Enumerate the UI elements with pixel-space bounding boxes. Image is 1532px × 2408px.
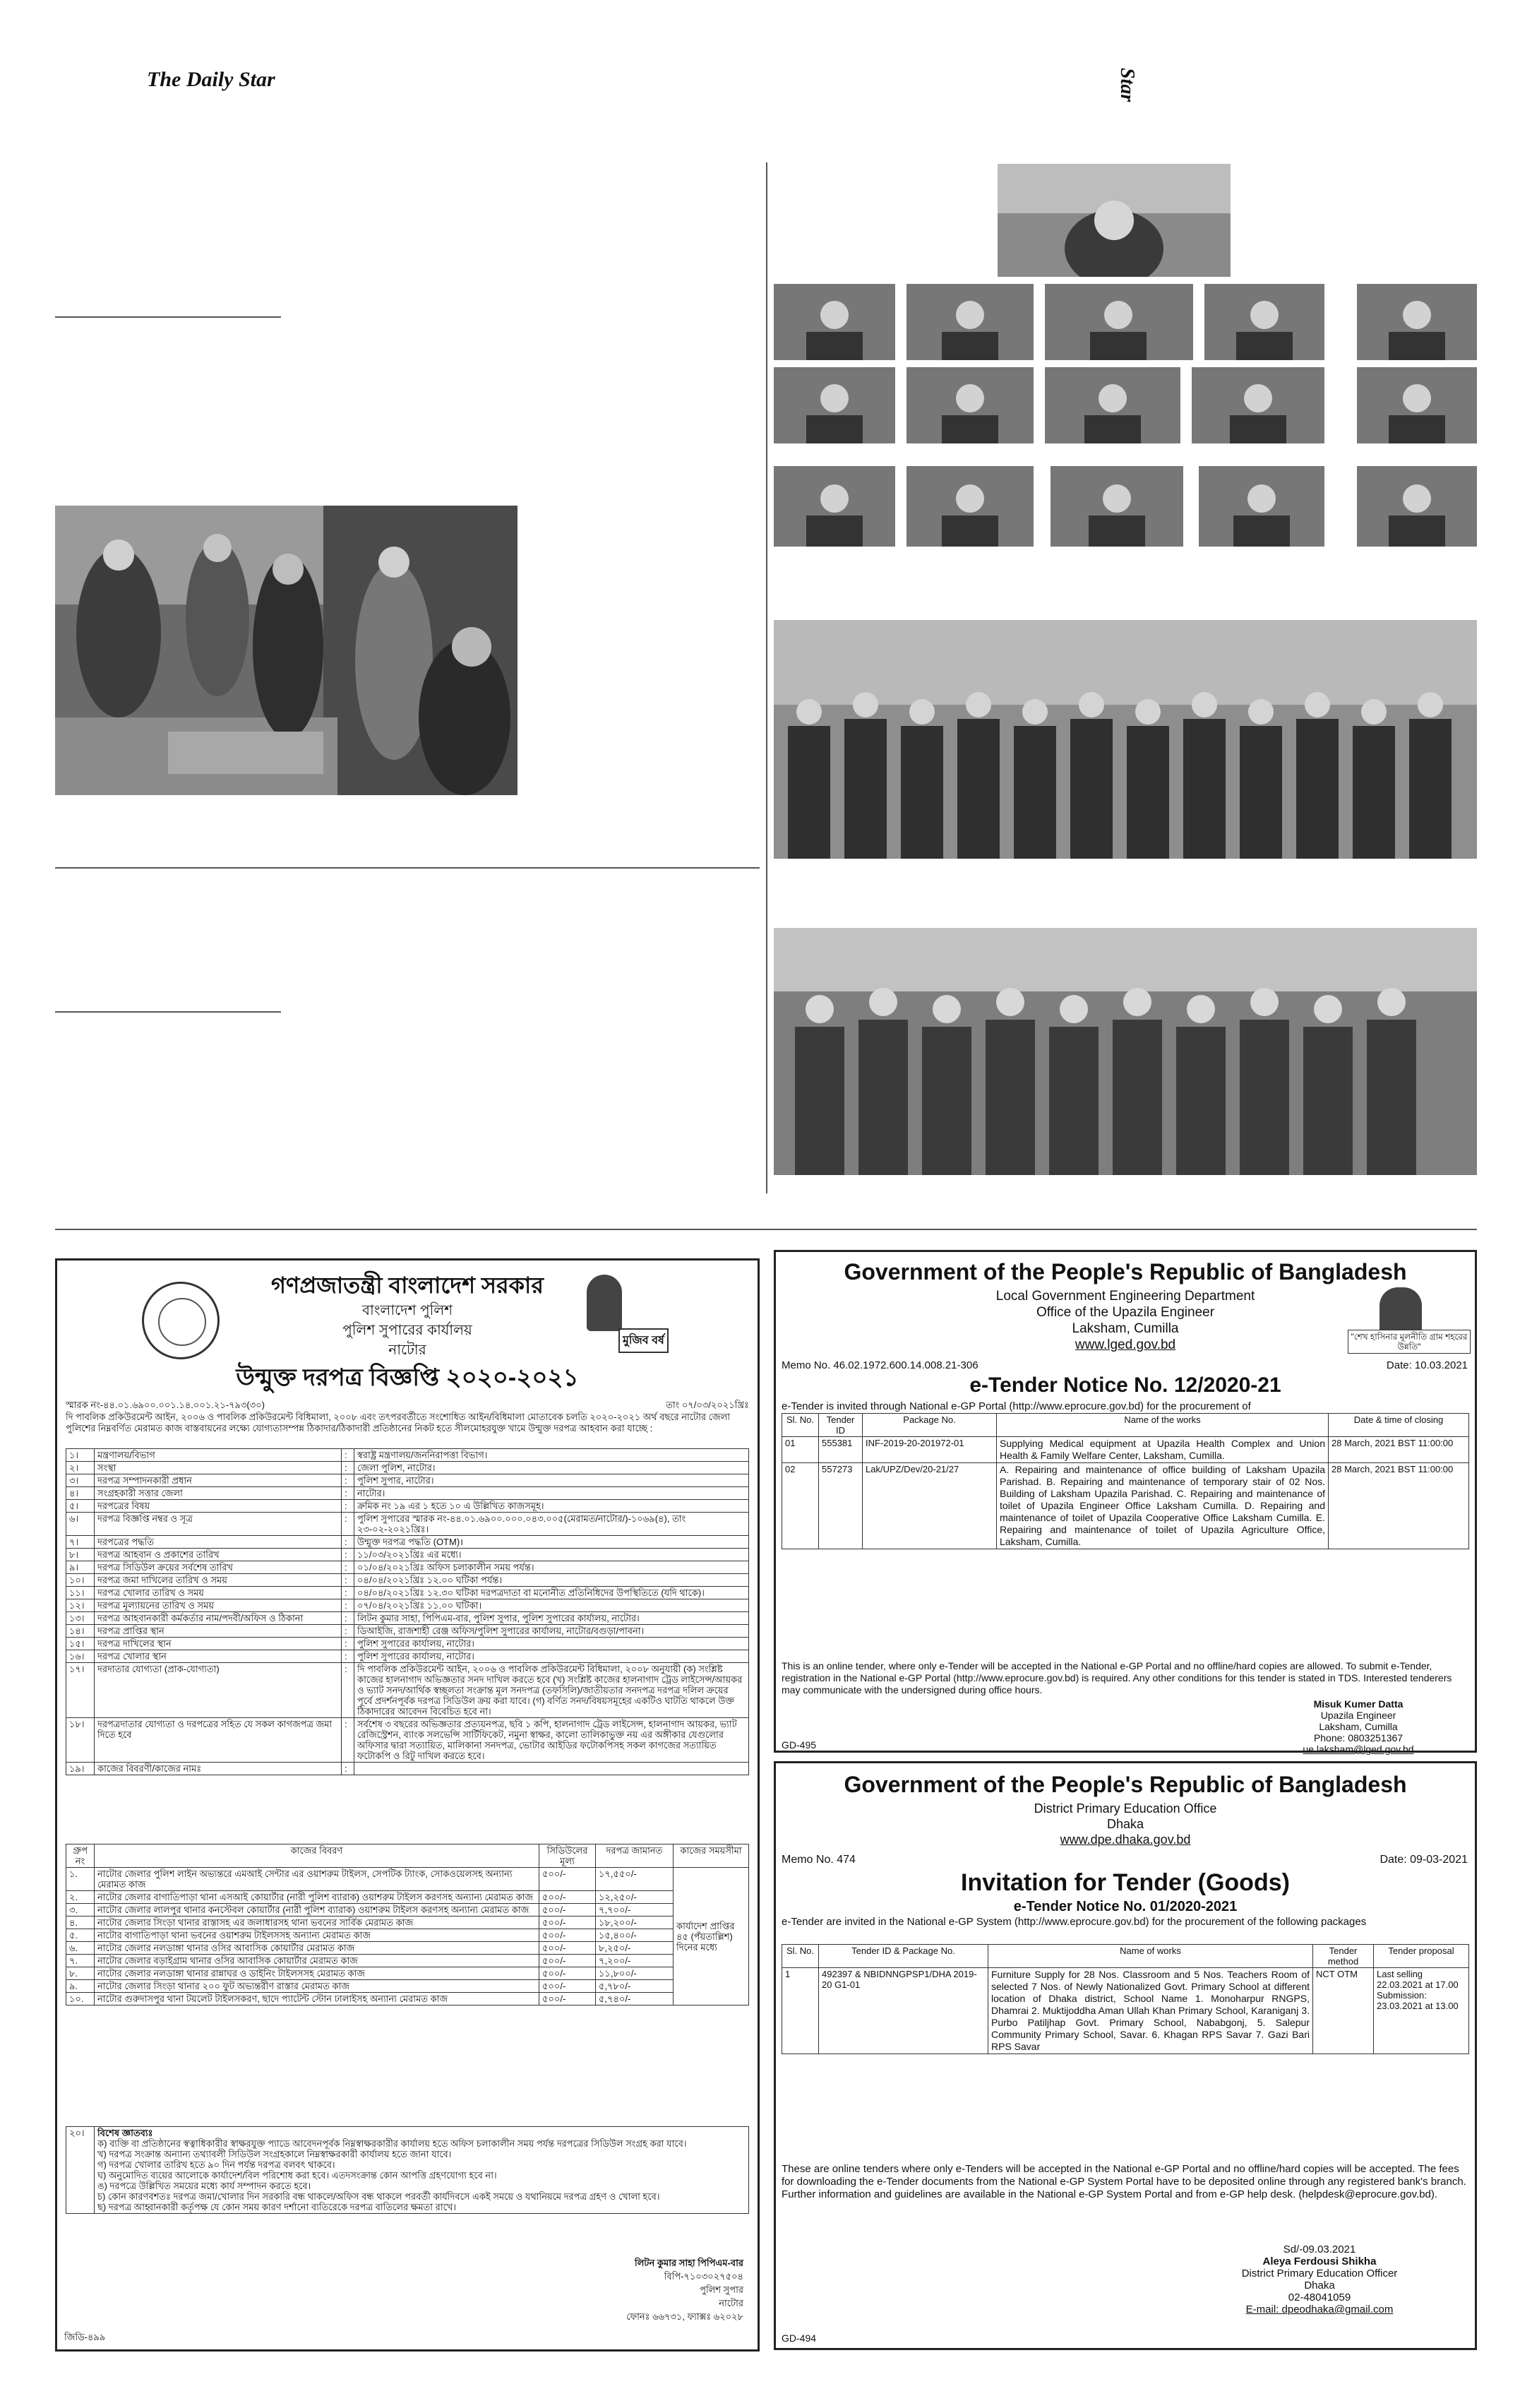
works-row bbox=[66, 1929, 749, 1942]
info-row-label: দরপত্র খোলার স্থান bbox=[95, 1650, 342, 1663]
webinar-main-photo bbox=[998, 164, 1231, 277]
info-row bbox=[66, 1487, 749, 1500]
lged-sig-email[interactable]: ue.laksham@lged.gov.bd bbox=[1303, 1744, 1414, 1755]
short-rule-1 bbox=[55, 316, 281, 318]
lged-row-sl: 02 bbox=[782, 1463, 819, 1549]
gov-heading: গণপ্রজাতন্ত্রী বাংলাদেশ সরকার bbox=[271, 1272, 544, 1298]
works-row-security: ৭,২০০/- bbox=[596, 1955, 674, 1967]
lged-row-name: A. Repairing and maintenance of office building of Laksham Upazila Parishad. B. Repairing and maintenance of temporary stair of 02 Nos. Building of Laksham Upazila Parishad. C. Repairing and maintenance of toilet of Upazila Engineer Office Laksham Cumilla. D. Repairing and maintenance of toilet of Upazila Cooperative Office Laksham Cumilla. E. Repairing and maintenance of toilet of Upazila Agriculture Office, Laksham, Cumilla. bbox=[997, 1463, 1329, 1549]
works-row-security: ৮,২৫০/- bbox=[596, 1942, 674, 1955]
dpe-footer: These are online tenders where only e-Tenders will be accepted in the National e-GP Portal and no offline/hard copies will be accepted. The fees for downloading the e-Tender documents from the National e-GP System Portal have to be deposited online through any registered bank's branch. Further information and guidelines are available in the National e-GP System Portal and from e-GP help desk. (helpdesk@eprocure.gov.bd). bbox=[782, 2163, 1466, 2200]
info-row-number: ১৭। bbox=[66, 1663, 95, 1718]
info-row-colon: : bbox=[342, 1599, 354, 1612]
info-table bbox=[66, 1448, 749, 1775]
works-row-number: ৯. bbox=[66, 1980, 95, 1993]
dpe-memo: Memo No. 474 bbox=[782, 1854, 856, 1866]
sig-bp: বিপি-৭১০৩০২৭৫০৪ bbox=[664, 2271, 743, 2282]
info-row-colon: : bbox=[342, 1650, 354, 1663]
lged-office: Office of the Upazila Engineer bbox=[1036, 1305, 1215, 1320]
info-row-label: সংস্থা bbox=[95, 1462, 342, 1474]
info-row-colon: : bbox=[342, 1718, 354, 1763]
dpe-sig-designation: District Primary Education Officer bbox=[1241, 2267, 1398, 2279]
office-name: পুলিশ সুপারের কার্যালয় bbox=[342, 1323, 472, 1338]
info-row bbox=[66, 1561, 749, 1574]
works-row-number: ২. bbox=[66, 1891, 95, 1904]
info-row-value: পুলিশ সুপারের কার্যালয়, নাটোর। bbox=[354, 1638, 749, 1650]
info-row-value bbox=[354, 1763, 749, 1775]
lged-header-cell: Sl. No. bbox=[782, 1414, 819, 1437]
works-row-desc: নাটোর জেলার নলডাঙ্গা থানার রান্নাঘর ও ডাইনিং টাইলসসহ মেরামত কাজ bbox=[95, 1967, 539, 1980]
works-row-price: ৫০০/- bbox=[539, 1891, 596, 1904]
works-row-price: ৫০০/- bbox=[539, 1967, 596, 1980]
info-row-colon: : bbox=[342, 1474, 354, 1487]
info-row-value: ডিআইজি, রাজশাহী রেঞ্জ অফিস/পুলিশ সুপারের কার্যালয়, নাটোর/বগুড়া/পাবনা। bbox=[354, 1625, 749, 1638]
gd-code: জিডি-৪৯৯ bbox=[64, 2332, 106, 2342]
dpe-sig-email[interactable]: E-mail: dpeodhaka@gmail.com bbox=[1245, 2303, 1394, 2315]
lged-intro: e-Tender is invited through National e-GP Portal (http://www.eprocure.gov.bd) for the procurement of bbox=[782, 1400, 1251, 1412]
works-row-desc: নাটোর জেলার বাগাতিপাড়া থানা এসআই কোয়ার্টার (নারী পুলিশ ব্যারাক) ওয়াশরুম টাইলস করণসহ অন্যান্য মেরামত কাজ bbox=[95, 1891, 539, 1904]
info-row-colon: : bbox=[342, 1612, 354, 1625]
works-header-price: সিডিউলের মূল্য bbox=[539, 1844, 596, 1868]
works-row-number: ১. bbox=[66, 1868, 95, 1891]
works-row-price: ৫০০/- bbox=[539, 1904, 596, 1917]
dpe-place: Dhaka bbox=[1106, 1817, 1144, 1831]
works-row-security: ৭,৭০০/- bbox=[596, 1904, 674, 1917]
lged-row-package: Lak/UPZ/Dev/20-21/27 bbox=[863, 1463, 997, 1549]
lged-header-cell: Date & time of closing bbox=[1329, 1414, 1469, 1437]
dpe-row-sl: 1 bbox=[782, 1968, 819, 2054]
info-row-colon: : bbox=[342, 1663, 354, 1718]
works-header-desc: কাজের বিবরণ bbox=[95, 1844, 539, 1868]
info-row-colon: : bbox=[342, 1500, 354, 1513]
sig-phone: ফোনঃ ৬৬৭৩১, ফ্যাক্সঃ ৬২০২৮ bbox=[626, 2311, 743, 2322]
left-rule bbox=[55, 867, 760, 869]
info-row-value: ১১/০৩/২০২১খ্রিঃ এর মধ্যে। bbox=[354, 1549, 749, 1561]
info-row-label: মন্ত্রণালয়/বিভাগ bbox=[95, 1449, 342, 1462]
info-row-label: দরপত্র আহবান ও প্রকাশের তারিখ bbox=[95, 1549, 342, 1561]
sig-designation: পুলিশ সুপার bbox=[700, 2284, 743, 2295]
masthead-right: Star bbox=[1116, 68, 1138, 102]
notes-cell bbox=[95, 2127, 749, 2214]
lged-sig-designation: Upazila Engineer bbox=[1320, 1710, 1396, 1721]
works-row-price: ৫০০/- bbox=[539, 1942, 596, 1955]
dpe-date: Date: 09-03-2021 bbox=[1380, 1854, 1468, 1866]
info-row-value: সর্বশেষ ৩ বছরের অভিজ্ঞতার প্রত্যয়নপত্র, ছবি ১ কপি, হালনাগাদ ট্রেড লাইসেন্স, হালনাগাদ আয়কর, ভ্যাট রেজিস্ট্রেশন, ব্যাংক সলভেন্সি সার্টিফিকেট, নমুনা স্বাক্ষর, কালো তালিকাভুক্ত নয় এর অঙ্গীকার যেগুলোর অফিসার দ্বারা সত্যায়িত, মালিকানা সনদপত্র, ভোটার আইডির ফটোকপিসহ সকল কাগজের সত্যায়িত ফটোকপি ও রিটু দাখিল করতে হবে। bbox=[354, 1718, 749, 1763]
info-row bbox=[66, 1462, 749, 1474]
info-row-number: ১৪। bbox=[66, 1625, 95, 1638]
info-row bbox=[66, 1449, 749, 1462]
info-row-value: ০৪/০৪/২০২১খ্রিঃ ১২.০০ ঘটিকা পর্যন্ত। bbox=[354, 1574, 749, 1587]
info-row bbox=[66, 1763, 749, 1775]
dpe-header-cell: Tender ID & Package No. bbox=[819, 1945, 988, 1968]
info-row-colon: : bbox=[342, 1513, 354, 1536]
info-row-label: দরপত্র মূল্যায়নের তারিখ ও সময় bbox=[95, 1599, 342, 1612]
info-row-colon: : bbox=[342, 1462, 354, 1474]
works-row-price: ৫০০/- bbox=[539, 1955, 596, 1967]
info-row-value: পুলিশ সুপারের স্মারক নং-৪৪.০১.৬৯০০.০০০.০৪৩.০০৫(মেরামত/নাটোর/)-১০৬৯(৪), তাং ২৩-০২-২০২১খ্রিঃ। bbox=[354, 1513, 749, 1536]
dpe-row bbox=[782, 1968, 1469, 2054]
lged-works-table bbox=[782, 1413, 1469, 1549]
info-row bbox=[66, 1718, 749, 1763]
group-photo-2 bbox=[774, 928, 1477, 1175]
dpe-sig-phone: 02-48041059 bbox=[1288, 2291, 1351, 2303]
info-row-label: দরপত্রদাতার যোগ্যতা ও দরপত্রের সহিত যে সকল কাগজপত্র জমা দিতে হবে bbox=[95, 1718, 342, 1763]
lged-dept: Local Government Engineering Department bbox=[995, 1289, 1255, 1304]
info-row-colon: : bbox=[342, 1536, 354, 1549]
district-name: নাটোর bbox=[388, 1342, 426, 1358]
works-row-price: ৫০০/- bbox=[539, 1993, 596, 2005]
works-row-security: ৫,৭৪০/- bbox=[596, 1993, 674, 2005]
info-row-value: ক্রমিক নং ১৯ এর ১ হতে ১০ এ উল্লিখিত কাজসমূহ। bbox=[354, 1500, 749, 1513]
masthead-left: The Daily Star bbox=[147, 68, 275, 91]
short-rule-2 bbox=[55, 1011, 281, 1013]
info-row bbox=[66, 1474, 749, 1487]
info-row-number: ১৮। bbox=[66, 1718, 95, 1763]
info-row-colon: : bbox=[342, 1587, 354, 1599]
note-item: চ) কোন কারণবশতঃ দরপত্র জমা/খোলার দিন সরকারি বন্ধ থাকলে/অফিস বন্ধ থাকলে পরবর্তী কার্যদিবসে একই সময়ে ও যথানিয়মে দরপত্র গ্রহণ ও খোলা হবে। bbox=[97, 2191, 660, 2202]
works-row-number: ৭. bbox=[66, 1955, 95, 1967]
info-row-label: দরপত্র দাখিলের স্থান bbox=[95, 1638, 342, 1650]
works-time-limit: কার্যাদেশ প্রাপ্তির ৪৫ (পঁয়তাল্লিশ) দিনের মধ্যে bbox=[674, 1868, 749, 2005]
works-row bbox=[66, 1980, 749, 1993]
info-row-label: দরপত্রের বিষয় bbox=[95, 1500, 342, 1513]
info-row-value: স্বরাষ্ট্র মন্ত্রণালয়/জননিরাপত্তা বিভাগ। bbox=[354, 1449, 749, 1462]
info-row-value: জেলা পুলিশ, নাটোর। bbox=[354, 1462, 749, 1474]
lged-tender-notice bbox=[774, 1250, 1477, 1753]
info-row-label: দরপত্র জমা দাখিলের তারিখ ও সময় bbox=[95, 1574, 342, 1587]
works-row-number: ৫. bbox=[66, 1929, 95, 1942]
note-item: ঘ) অনুমোদিত ব্যয়ের আলোকে কার্যাদেশ/বিল পরিশোধ করা হবে। এতদসংক্রান্ত কোন আপত্তি গ্রহণযোগ্য হবে না। bbox=[97, 2170, 497, 2181]
info-row bbox=[66, 1513, 749, 1536]
info-row-value: পুলিশ সুপার, নাটোর। bbox=[354, 1474, 749, 1487]
info-row-value: ০৪/০৪/২০২১খ্রিঃ ১২.৩০ ঘটিকা দরপত্রদাতা বা মনোনীত প্রতিনিধিদের উপস্থিতিতে (যদি থাকে)। bbox=[354, 1587, 749, 1599]
works-row-price: ৫০০/- bbox=[539, 1980, 596, 1993]
works-row bbox=[66, 1891, 749, 1904]
info-row-number: ৪। bbox=[66, 1487, 95, 1500]
notes-list bbox=[97, 2138, 746, 2212]
slogan-box: "শেখ হাসিনার মূলনীতি গ্রাম শহরের উন্নতি" bbox=[1348, 1330, 1471, 1354]
info-row-number: ৮। bbox=[66, 1549, 95, 1561]
works-row-desc: নাটোর জেলার নলডাঙ্গা থানার ওসির আবাসিক কোয়ার্টার মেরামত কাজ bbox=[95, 1942, 539, 1955]
works-row-desc: নাটোর জেলার পুলিশ লাইন অভ্যন্তরে এমআই সেন্টার এর ওয়াশরুম টাইলস, সেপটিক ট্যাংক, সোকওয়েলসহ অন্যান্য মেরামত কাজ bbox=[95, 1868, 539, 1891]
works-row bbox=[66, 1967, 749, 1980]
info-row-label: দরপত্রের পদ্ধতি bbox=[95, 1536, 342, 1549]
dpe-sig-place: Dhaka bbox=[1304, 2279, 1335, 2291]
info-row-label: কাজের বিবরণী/কাজের নামঃ bbox=[95, 1763, 342, 1775]
works-row-desc: নাটোর জেলার লালপুর থানার কনস্টেবল কোয়ার্টার (নারী পুলিশ ব্যারাক) ওয়াশরুম টাইলস করণসহ অন্যান্য মেরামত কাজ bbox=[95, 1904, 539, 1917]
info-row-value: নাটোর। bbox=[354, 1487, 749, 1500]
works-row bbox=[66, 1904, 749, 1917]
works-header-no: গ্রুপ নং bbox=[66, 1844, 95, 1868]
dpe-header-cell: Tender proposal bbox=[1374, 1945, 1469, 1968]
works-row-price: ৫০০/- bbox=[539, 1868, 596, 1891]
column-divider bbox=[766, 162, 767, 1193]
info-row bbox=[66, 1612, 749, 1625]
info-row-number: ১৫। bbox=[66, 1638, 95, 1650]
works-row-security: ১৭,৫৫০/- bbox=[596, 1868, 674, 1891]
info-row-label: দরপত্র খোলার তারিখ ও সময় bbox=[95, 1587, 342, 1599]
info-row-colon: : bbox=[342, 1549, 354, 1561]
works-row bbox=[66, 1993, 749, 2005]
lged-header-cell: Tender ID bbox=[819, 1414, 863, 1437]
lged-row bbox=[782, 1437, 1469, 1463]
note-item: ছ) দরপত্র আহ্বানকারী কর্তৃপক্ষ যে কোন সময় কারণ দর্শানো ব্যতিরেকে দরপত্র বাতিলের ক্ষমতা রাখে। bbox=[97, 2202, 457, 2212]
works-row-desc: নাটোর জেলার বড়াইগ্রাম থানার ওসির আবাসিক কোয়ার্টার মেরামত কাজ bbox=[95, 1955, 539, 1967]
info-row-number: ১৩। bbox=[66, 1612, 95, 1625]
info-row-number: ৭। bbox=[66, 1536, 95, 1549]
lged-sig-name: Misuk Kumer Datta bbox=[1313, 1698, 1404, 1710]
info-row-number: ১১। bbox=[66, 1587, 95, 1599]
info-row-number: ১। bbox=[66, 1449, 95, 1462]
info-row-number: ৫। bbox=[66, 1500, 95, 1513]
lged-signature bbox=[1249, 1698, 1468, 1755]
works-row-number: ৩. bbox=[66, 1904, 95, 1917]
info-row-label: দরপত্র সম্পাদনকারী প্রধান bbox=[95, 1474, 342, 1487]
info-row bbox=[66, 1549, 749, 1561]
works-row bbox=[66, 1955, 749, 1967]
mujib-year-text: মুজিব বর্ষ bbox=[618, 1328, 669, 1353]
lged-row-id: 555381 bbox=[819, 1437, 863, 1463]
dpe-intro: e-Tender are invited in the National e-GP System (http://www.eprocure.gov.bd) for the procurement of the following packages bbox=[782, 1916, 1367, 1928]
group-photo-1 bbox=[774, 620, 1477, 859]
lged-memo: Memo No. 46.02.1972.600.14.008.21-306 bbox=[782, 1359, 979, 1371]
lged-footer: This is an online tender, where only e-Tender will be accepted in the National e-GP Portal and no offline/hard copies are allowed. To submit e-Tender, registration in the National e-GP Portal (http://www.eprocure.gov.bd) is required. Any other conditions for this tender is stated in TDS. Interested tenderers may communicate with the undersigned during office hours. bbox=[782, 1660, 1452, 1695]
dpe-works-table bbox=[782, 1944, 1469, 2054]
info-row bbox=[66, 1663, 749, 1718]
memo-date: তাং ০৭/০৩/২০২১খ্রিঃ bbox=[666, 1400, 749, 1410]
works-header-time: কাজের সময়সীমা bbox=[674, 1844, 749, 1868]
market-photo bbox=[55, 506, 517, 795]
info-row-value: উন্মুক্ত দরপত্র পদ্ধতি (OTM)। bbox=[354, 1536, 749, 1549]
info-row-value: ০৭/০৪/২০২১খ্রিঃ ১১.০০ ঘটিকা। bbox=[354, 1599, 749, 1612]
works-row-desc: নাটোর জেলার সিংড়া থানার ২০০ ফুট অভ্যন্তরীণ রাস্তার মেরামত কাজ bbox=[95, 1980, 539, 1993]
dept-name: বাংলাদেশ পুলিশ bbox=[361, 1303, 453, 1318]
note-item: ক) ব্যক্তি বা প্রতিষ্ঠানের স্বত্বাধিকারীর স্বাক্ষরযুক্ত প্যাডে আবেদনপূর্বক নিম্নস্বাক্ষরকারীর কার্যালয় হতে অফিস চলাকালীন সময় পর্যন্ত দরপত্রের সিডিউল সংগ্রহ করা যাবে। bbox=[97, 2138, 687, 2149]
dpe-tender-notice bbox=[774, 1761, 1477, 2350]
memo-number: স্মারক নং-৪৪.০১.৬৯০০.০০১.১৪.০০১.২১-৭৯৩(৩০) bbox=[66, 1400, 265, 1410]
works-row-desc: নাটোর জেলার সিংড়া থানার রাস্তাসহ এর জলাধারসহ থানা ভবনের সার্বিক মেরামত কাজ bbox=[95, 1917, 539, 1929]
note-item: গ) দরপত্র খোলার তারিখ হতে ৯০ দিন পর্যন্ত দরপত্র বলবৎ থাকবে। bbox=[97, 2159, 335, 2170]
info-row-colon: : bbox=[342, 1763, 354, 1775]
lged-header-cell: Package No. bbox=[863, 1414, 997, 1437]
lged-gov-title: Government of the People's Republic of Bangladesh bbox=[844, 1259, 1407, 1285]
info-row-value: পুলিশ সুপারের কার্যালয়, নাটোর। bbox=[354, 1650, 749, 1663]
info-row-colon: : bbox=[342, 1574, 354, 1587]
dpe-signature bbox=[1171, 2243, 1468, 2315]
works-header-security: দরপত্র জামানত bbox=[596, 1844, 674, 1868]
info-row-label: সংগ্রহকারী সত্তার জেলা bbox=[95, 1487, 342, 1500]
info-row-number: ২। bbox=[66, 1462, 95, 1474]
works-row-number: ৪. bbox=[66, 1917, 95, 1929]
info-row bbox=[66, 1574, 749, 1587]
dpe-notice-title: Invitation for Tender (Goods) bbox=[961, 1869, 1290, 1896]
works-row-number: ৬. bbox=[66, 1942, 95, 1955]
info-row-label: দরদাতার যোগ্যতা (প্রাক-যোগ্যতা) bbox=[95, 1663, 342, 1718]
works-row-security: ১৮,২০০/- bbox=[596, 1917, 674, 1929]
notes-number: ২০। bbox=[66, 2127, 95, 2214]
lged-header-cell: Name of the works bbox=[997, 1414, 1329, 1437]
info-row-colon: : bbox=[342, 1449, 354, 1462]
lged-sig-place: Laksham, Cumilla bbox=[1319, 1721, 1398, 1732]
dpe-office: District Primary Education Office bbox=[1034, 1801, 1217, 1816]
dpe-header-cell: Sl. No. bbox=[782, 1945, 819, 1968]
info-row bbox=[66, 1599, 749, 1612]
info-row-number: ১৬। bbox=[66, 1650, 95, 1663]
info-row bbox=[66, 1625, 749, 1638]
intro-text: দি পাবলিক প্রকিউরমেন্ট আইন, ২০০৬ ও পাবলিক প্রকিউরমেন্ট বিধিমালা, ২০০৮ এবং তৎপরবর্তীতে সংশোধিত আইন/বিধিমালা মোতাবেক চলতি ২০২০-২০২১ অর্থ বছরে নাটোর জেলা পুলিশের নিম্নবর্ণিত মেরামত কাজ বাস্তবায়নের লক্ষ্যে যোগ্যতাসম্পন্ন ঠিকাদার/ঠিকাদারী প্রতিষ্ঠানের নিকট হতে সীলমোহরযুক্ত খামে উন্মুক্ত দরপত্র আহবান করা যাচ্ছে : bbox=[66, 1412, 731, 1434]
dpe-row-method: NCT OTM bbox=[1313, 1968, 1374, 2054]
info-row-number: ৯। bbox=[66, 1561, 95, 1574]
works-row-number: ১০. bbox=[66, 1993, 95, 2005]
dpe-sig-name: Aleya Ferdousi Shikha bbox=[1262, 2255, 1377, 2267]
dpe-row-name: Furniture Supply for 28 Nos. Classroom and 5 Nos. Teachers Room of selected 7 Nos. of Newly Nationalized Govt. Primary School at different location of Dhaka district, School Name 1. Monoharpur RNGPS, Dhamrai 2. Muktijoddha Aman Ullah Khan Primary School, Karaniganj 3. Purbo Patiljhap Govt. Primary School, Nababgonj, 5. Salepur Community Primary School, Savar. 6. Khagan RPS Savar 7. Gazi Bari RPS Savar bbox=[988, 1968, 1313, 2054]
lged-row-package: INF-2019-20-201972-01 bbox=[863, 1437, 997, 1463]
info-row bbox=[66, 1587, 749, 1599]
info-row-number: ১৯। bbox=[66, 1763, 95, 1775]
works-row-price: ৫০০/- bbox=[539, 1917, 596, 1929]
tender-title: উন্মুক্ত দরপত্র বিজ্ঞপ্তি ২০২০-২০২১ bbox=[236, 1364, 579, 1391]
works-row bbox=[66, 1868, 749, 1891]
lged-row-closing: 28 March, 2021 BST 11:00:00 bbox=[1329, 1463, 1469, 1549]
note-item: খ) দরপত্র সংক্রান্ত অন্যান্য তথ্যাবলী সিডিউল সংগ্রহকালে নিম্নস্বাক্ষরকারী কার্যালয় হতে জানা যাবে। bbox=[97, 2149, 452, 2159]
info-row-value: দি পাবলিক প্রকিউরমেন্ট আইন, ২০০৬ ও পাবলিক প্রকিউরমেন্ট বিধিমালা, ২০০৮ অনুযায়ী (ক) সংশ্লিষ্ট কাজের হালনাগাদ অভিজ্ঞতার সনদ দাখিল করতে হবে (খ) সংশ্লিষ্ট কাজের হালনাগাদ ট্রেড লাইসেন্স/আয়কর ও ভ্যাট সনদ/আর্থিক স্বচ্ছলতা সংক্রান্ত মূল সনদপত্র (তফসিলি)/জাতীয়তার সনদপত্র দরপত্র দলিল ক্রয়ের পূর্বে প্রদর্শনপূর্বক দরপত্র সিডিউল ক্রয় করা যাবে। (গ) বর্ণিত সনদ/বিষয়সমূহের একটিও ঘাটতি থাকলে উক্ত ঠিকাদারের আবেদন বিবেচিত হবে না। bbox=[354, 1663, 749, 1718]
dpe-row-proposal: Last selling 22.03.2021 at 17.00 Submission: 23.03.2021 at 13.00 bbox=[1374, 1968, 1469, 2054]
dpe-gov-title: Government of the People's Republic of Bangladesh bbox=[844, 1772, 1407, 1797]
lged-place: Laksham, Cumilla bbox=[1072, 1321, 1179, 1336]
dpe-website-link[interactable]: www.dpe.dhaka.gov.bd bbox=[1060, 1832, 1191, 1847]
dpe-sig-date: Sd/-09.03.2021 bbox=[1283, 2243, 1356, 2255]
info-row-number: ১২। bbox=[66, 1599, 95, 1612]
lged-website-link[interactable]: www.lged.gov.bd bbox=[1075, 1337, 1176, 1352]
signature-block bbox=[626, 2256, 743, 2323]
section-rule bbox=[55, 1229, 1477, 1230]
dpe-header-cell: Name of works bbox=[988, 1945, 1313, 1968]
info-row-colon: : bbox=[342, 1561, 354, 1574]
works-row-security: ১১,৮০০/- bbox=[596, 1967, 674, 1980]
lged-date: Date: 10.03.2021 bbox=[1386, 1359, 1468, 1371]
info-row-label: দরপত্র আহবানকারী কর্মকর্তার নাম/পদবী/অফিস ও ঠিকানা bbox=[95, 1612, 342, 1625]
lged-gd-code: GD-495 bbox=[782, 1739, 817, 1751]
lged-row-closing: 28 March, 2021 BST 11:00:00 bbox=[1329, 1437, 1469, 1463]
dpe-notice-number: e-Tender Notice No. 01/2020-2021 bbox=[1013, 1899, 1238, 1914]
works-table bbox=[66, 1844, 749, 2005]
dpe-row-id: 492397 & NBIDNNGPSP1/DHA 2019-20 G1-01 bbox=[819, 1968, 988, 2054]
works-row-desc: নাটোর বাগাতিপাড়া থানা ভবনের ওয়াশরুম টাইলসসহ অন্যান্য মেরামত কাজ bbox=[95, 1929, 539, 1942]
lged-notice-title: e-Tender Notice No. 12/2020-21 bbox=[969, 1373, 1281, 1397]
info-row-number: ৩। bbox=[66, 1474, 95, 1487]
lged-row-id: 557273 bbox=[819, 1463, 863, 1549]
note-item: ঙ) দরপত্রে উল্লিখিত সময়ের মধ্যে কার্য সম্পাদন করতে হবে। bbox=[97, 2181, 311, 2191]
info-row-value: লিটন কুমার সাহা, পিপিএম-বার, পুলিশ সুপার, পুলিশ সুপারের কার্যালয়, নাটোর। bbox=[354, 1612, 749, 1625]
works-row-security: ১২,২৫০/- bbox=[596, 1891, 674, 1904]
webinar-grid bbox=[774, 284, 1477, 547]
works-row bbox=[66, 1917, 749, 1929]
info-row-number: ৬। bbox=[66, 1513, 95, 1536]
notes-title: বিশেষ জ্ঞাতব্যঃ bbox=[97, 2128, 153, 2138]
info-row-label: দরপত্র বিজ্ঞপ্তি নম্বর ও সূত্র bbox=[95, 1513, 342, 1536]
info-row-label: দরপত্র সিডিউল ক্রয়ের সর্বশেষ তারিখ bbox=[95, 1561, 342, 1574]
sig-name: লিটন কুমার সাহা পিপিএম-বার bbox=[635, 2258, 743, 2268]
sig-district: নাটোর bbox=[719, 2298, 743, 2308]
info-row-number: ১০। bbox=[66, 1574, 95, 1587]
info-row-colon: : bbox=[342, 1487, 354, 1500]
info-row bbox=[66, 1650, 749, 1663]
info-row bbox=[66, 1638, 749, 1650]
lged-row-sl: 01 bbox=[782, 1437, 819, 1463]
police-tender-notice bbox=[55, 1258, 760, 2352]
works-row-price: ৫০০/- bbox=[539, 1929, 596, 1942]
notes-table bbox=[66, 2126, 749, 2214]
info-row-value: ০১/০৪/২০২১খ্রিঃ অফিস চলাকালীন সময় পর্যন্ত। bbox=[354, 1561, 749, 1574]
works-row-number: ৮. bbox=[66, 1967, 95, 1980]
info-row-label: দরপত্র প্রাপ্তির স্থান bbox=[95, 1625, 342, 1638]
lged-row bbox=[782, 1463, 1469, 1549]
dpe-header-cell: Tender method bbox=[1313, 1945, 1374, 1968]
info-row bbox=[66, 1536, 749, 1549]
info-row-colon: : bbox=[342, 1638, 354, 1650]
dpe-gd-code: GD-494 bbox=[782, 2332, 817, 2344]
info-row bbox=[66, 1500, 749, 1513]
works-row-security: ১৫,৪০০/- bbox=[596, 1929, 674, 1942]
lged-sig-phone: Phone: 0803251367 bbox=[1313, 1732, 1404, 1744]
works-row-desc: নাটোর গুরুদাসপুর থানা টয়লেট টাইলসকরণ, ছাদে প্যাটেন্ট স্টোন ঢালাইসহ অন্যান্য মেরামত কাজ bbox=[95, 1993, 539, 2005]
info-row-colon: : bbox=[342, 1625, 354, 1638]
lged-row-name: Supplying Medical equipment at Upazila Health Complex and Union Health & Family Welfare Center, Laksham, Cumilla. bbox=[997, 1437, 1329, 1463]
works-row-security: ৫,৭৮০/- bbox=[596, 1980, 674, 1993]
works-row bbox=[66, 1942, 749, 1955]
